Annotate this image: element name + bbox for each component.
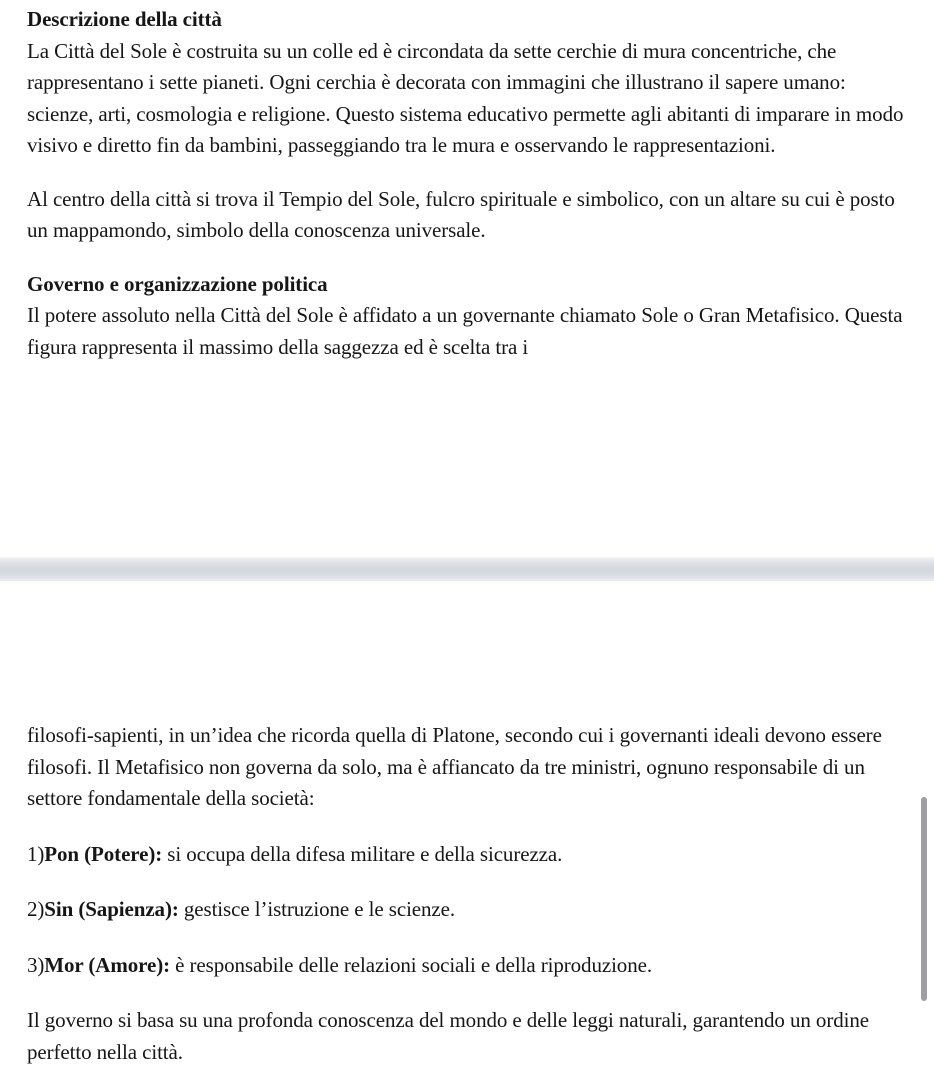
paragraph-temple: Al centro della città si trova il Tempio del Sole, fulcro spirituale e simbolico, con un altare su cui è posto un mappamondo, simbolo della conoscenza universale.	[27, 186, 895, 242]
page-break-separator	[0, 557, 934, 581]
document-page-bottom	[0, 720, 934, 1079]
minister-description: si occupa della difesa militare e della sicurezza.	[162, 841, 563, 866]
section-heading-government: Governo e organizzazione politica	[27, 271, 328, 296]
minister-description: è responsabile delle relazioni sociali e della riproduzione.	[170, 952, 652, 977]
list-item-minister-mor	[27, 950, 916, 982]
paragraph-city-walls: La Città del Sole è costruita su un colle ed è circondata da sette cerchie di mura concentriche, che rappresentano i sette pianeti. Ogni cerchia è decorata con immagini che illustrano il sapere umano: scienze, arti, cosmologia e religione. Questo sistema educativo permette agli abitanti di imparare in modo visivo e diretto fin da bambini, passeggiando tra le mura e osservando le rappresentazioni.	[27, 38, 904, 157]
paragraph-government-part1: Il potere assoluto nella Città del Sole è affidato a un governante chiamato Sole o Gran Metafisico. Questa figura rappresenta il massimo della saggezza ed è scelta tra i	[27, 303, 903, 359]
minister-term: Mor (Amore):	[44, 952, 171, 977]
section-heading-city-description: Descrizione della città	[27, 7, 222, 31]
list-number: 3)	[27, 952, 45, 977]
list-number: 1)	[27, 841, 45, 866]
minister-term: Sin (Sapienza):	[44, 897, 179, 921]
minister-description: gestisce l’istruzione e le scienze.	[178, 897, 456, 921]
minister-term: Pon (Potere):	[44, 841, 163, 866]
paragraph-government-part2: filosofi-sapienti, in un’idea che ricorda quella di Platone, secondo cui i governanti ideali devono essere filosofi. Il Metafisico non governa da solo, ma è affiancato da tre ministri, ognuno responsabile di un settore fondamentale della società:	[27, 723, 882, 810]
paragraph-conclusion: Il governo si basa su una profonda conoscenza del mondo e delle leggi naturali, garantendo un ordine perfetto nella città.	[27, 1008, 869, 1064]
vertical-scrollbar[interactable]	[921, 797, 927, 1001]
list-item-minister-sin	[27, 894, 916, 926]
list-number: 2)	[27, 897, 45, 921]
list-item-minister-pon	[27, 839, 916, 871]
